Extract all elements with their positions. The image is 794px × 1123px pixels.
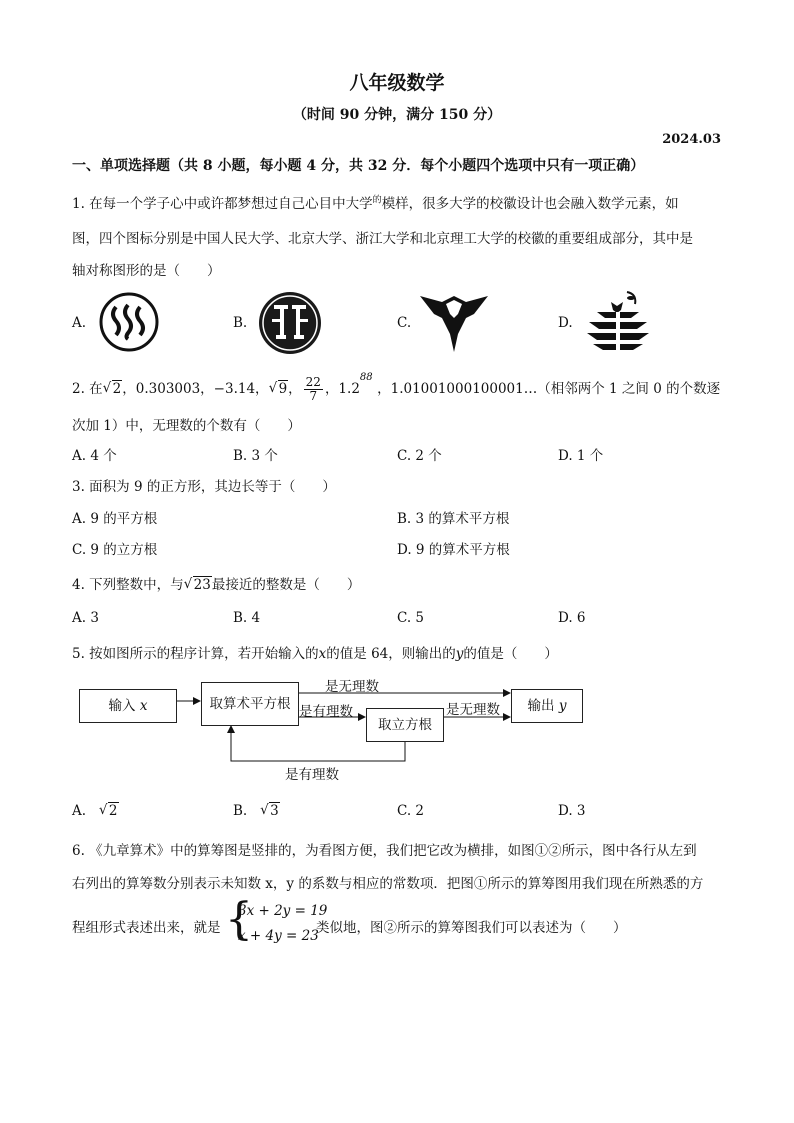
q6-line1: 6. 《九章算术》中的算筹图是竖排的，为看图方便，我们把它改为横排，如图①②所示，图中各行从左到 [72, 843, 697, 859]
q5-option-b: B. √ 3 [233, 803, 280, 819]
q6-line3-b: 类似地，图②所示的算筹图我们可以表述为（ ） [316, 920, 627, 936]
exam-date: 2024.03 [662, 132, 721, 147]
q3-option-c: C. 9 的立方根 [72, 542, 158, 558]
q6-line2: 右列出的算筹数分别表示未知数 x，y 的系数与相应的常数项．把图①所示的算筹图用我们现在所熟悉的方 [72, 876, 704, 892]
q1-option-b: B. [233, 315, 248, 331]
q6-line3-a: 程组形式表述出来，就是 [72, 920, 221, 936]
q4-stem: 4. 下列整数中，与√ 23最接近的整数是（ ） [72, 573, 360, 593]
peking-logo-icon [258, 291, 322, 355]
q2-option-d: D. 1 个 [558, 448, 604, 464]
flow-output-box: 输出 y [511, 689, 583, 723]
q5-option-a: A. √ 2 [72, 803, 119, 819]
q4-option-c: C. 5 [397, 610, 425, 626]
equation-1: 3x + 2y = 19 [238, 903, 328, 919]
q5-option-d: D. 3 [558, 803, 586, 819]
q3-option-d: D. 9 的算术平方根 [397, 542, 510, 558]
renmin-logo-icon [98, 291, 160, 353]
flow-label-rational-bottom: 是有理数 [285, 767, 339, 783]
equation-brace: { [225, 894, 253, 945]
page-title: 八年级数学 [349, 72, 445, 94]
zhejiang-logo-icon [418, 294, 490, 354]
flow-input-box: 输入 x [79, 689, 177, 723]
flow-cbrt-box: 取立方根 [366, 708, 444, 742]
bit-logo-icon [583, 288, 653, 354]
q2-option-a: A. 4 个 [72, 448, 117, 464]
equation-2: x + 4y = 23 [238, 928, 319, 944]
q1-option-d: D. [558, 315, 573, 331]
page-subtitle: （时间 90 分钟，满分 150 分） [292, 107, 502, 123]
flow-label-irrational-right: 是无理数 [446, 702, 500, 718]
flow-label-irrational-top: 是无理数 [325, 679, 379, 695]
q2-option-b: B. 3 个 [233, 448, 278, 464]
q4-option-d: D. 6 [558, 610, 586, 626]
q3-option-a: A. 9 的平方根 [72, 511, 158, 527]
q1-line3: 轴对称图形的是（ ） [72, 263, 221, 279]
q4-option-a: A. 3 [72, 610, 99, 626]
q5-option-c: C. 2 [397, 803, 425, 819]
q1-option-a: A. [72, 315, 87, 331]
q5-stem: 5. 按如图所示的程序计算，若开始输入的x的值是 64，则输出的y的值是（ ） [72, 646, 558, 662]
q1-option-c: C. [397, 315, 412, 331]
flow-label-rational-mid: 是有理数 [299, 704, 353, 720]
q1-line2: 图，四个图标分别是中国人民大学、北京大学、浙江大学和北京理工大学的校徽的重要组成部分，其中是 [72, 231, 693, 247]
q3-option-b: B. 3 的算术平方根 [397, 511, 510, 527]
q1-line1: 1. 在每一个学子心中或许都梦想过自己心目中大学$^的$模样，很多大学的校徽设计也会融入数学元素，如 [72, 195, 679, 212]
q2-option-c: C. 2 个 [397, 448, 442, 464]
q2-line1: 2. 在√ 2，0.303003，−3.14，√ 9， $\frac{22}{7}$ ，1.2 88 ，1.01001000100001…（相邻两个 1 之间 0 的个数逐 [72, 376, 720, 403]
section-heading: 一、单项选择题（共 8 小题，每小题 4 分，共 32 分．每个小题四个选项中只有一项正确） [72, 158, 645, 174]
flow-sqrt-box: 取算术平方根 [201, 682, 299, 726]
q3-stem: 3. 面积为 9 的正方形，其边长等于（ ） [72, 479, 336, 495]
q2-line2: 次加 1）中，无理数的个数有（ ） [72, 418, 301, 434]
q4-option-b: B. 4 [233, 610, 261, 626]
